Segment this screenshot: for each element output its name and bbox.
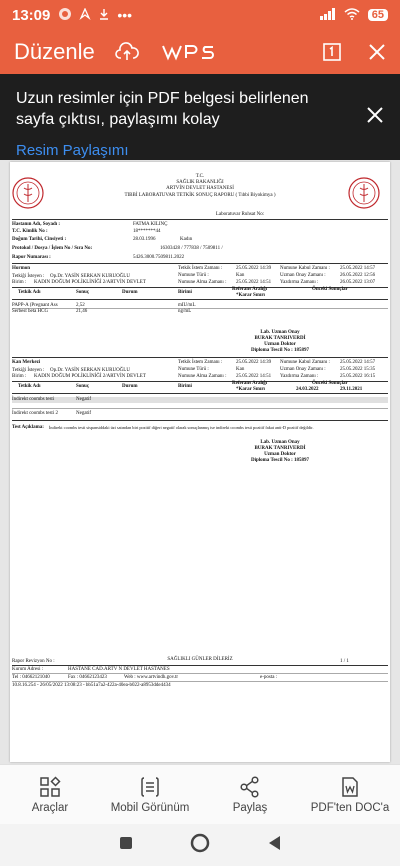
signature-role: Uzman Doktor <box>264 342 296 347</box>
test-note-label: Test Açıklama: <box>12 425 44 430</box>
section-hormon-title: Hormon <box>12 266 31 271</box>
s2-requester-label: Tetkiği İsteyen : <box>12 368 45 373</box>
protocol-label: Protokol / Dosya / İşlem No / Sıra No: <box>12 246 93 251</box>
banner-message: Uzun resimler için PDF belgesi belirlenen sayfa çıktısı, paylaşımı kolay <box>16 90 309 128</box>
mobile-view-button[interactable] <box>100 765 200 824</box>
pdf-to-doc-label: PDF'ten DOC'a <box>310 801 390 814</box>
navigation-icon <box>79 7 91 23</box>
pdf-to-doc-button[interactable] <box>300 765 400 824</box>
s1-meta-value: 25.05.2022 14:51 <box>236 280 272 285</box>
s1-meta-label: Tetkik İstem Zamanı : <box>178 266 223 271</box>
recent-apps-icon[interactable] <box>119 836 133 855</box>
share-button[interactable] <box>200 765 300 824</box>
patient-dob-label: Doğum Tarihi, Cinsiyeti : <box>12 237 67 242</box>
result-value: 2,52 <box>76 303 85 308</box>
wps-logo <box>161 43 221 61</box>
image-share-link[interactable]: Resim Paylaşımı <box>16 142 129 159</box>
s2-meta-label: Uzman Onay Zamanı : <box>280 367 326 372</box>
footer-revision: Rapor Revizyon No : <box>12 659 55 664</box>
footer-tel: Tel : 04662121040 <box>12 675 50 680</box>
footer-address-label: Kurum Adresi : <box>12 667 44 672</box>
signature-title: Lab. Uzman Onay <box>260 440 300 445</box>
s2-meta-label: Numune Türü : <box>178 367 209 372</box>
footer-page: 1 / 1 <box>340 659 349 664</box>
s2-col-ref: Referans Aralığı <box>232 381 268 386</box>
edit-button[interactable]: Düzenle <box>14 39 95 64</box>
signature-name: BURAK TANRIVERDİ <box>254 446 306 451</box>
footer-fax: Fax : 04662123423 <box>68 675 107 680</box>
s2-meta-value: 25.05.2022 14:51 <box>236 374 272 379</box>
s2-col-prev: Önceki Sonuçlar <box>312 381 348 386</box>
promo-banner <box>0 74 400 160</box>
s2-unit: KADIN DOĞUM POLİKLİNİĞİ 2/ARTVİN DEVLET <box>34 374 146 379</box>
result-value: Negatif <box>76 411 91 416</box>
back-icon[interactable] <box>267 835 281 856</box>
s2-prev-date-1: 24.03.2022 <box>296 387 319 392</box>
patient-id: 18*******44 <box>133 229 161 234</box>
s1-meta-label: Yazdırma Zamanı : <box>280 280 319 285</box>
signal-icon <box>320 7 336 23</box>
pdf-page <box>10 162 390 762</box>
s2-requester: Op.Dr. YASİN SERKAN KURUOĞLU <box>50 368 130 373</box>
pdf-to-doc-icon <box>339 776 361 798</box>
s2-meta-value: 25.05.2022 14:57 <box>340 360 376 365</box>
patient-dob: 28.03.1996 <box>133 237 156 242</box>
section-kan-merkezi-title: Kan Merkezi <box>12 360 41 365</box>
footer-hash: 10.8.16.254 - 26/05/2022 13:08:23 - bb51a7a2-422a-40ea-b022-a8953dde4434 <box>12 683 171 688</box>
table-row: İndirekt coombs testi <box>12 397 55 402</box>
footer-email: e-posta : <box>260 675 278 680</box>
s1-unit: KADIN DOĞUM POLİKLİNİĞİ 2/ARTVİN DEVLET <box>34 280 146 285</box>
s2-col-test: Tetkik Adı <box>18 384 41 389</box>
table-row: İndirekt coombs testi 2 <box>12 411 58 416</box>
result-value: 21,46 <box>76 309 88 314</box>
s2-col-ref2: *Karar Sınırı <box>236 387 265 392</box>
system-nav-bar <box>0 824 400 866</box>
protocol-value: 16303428 / 777838 / 7509811 / <box>160 246 223 251</box>
footer-slogan: SAĞLIKLI GÜNLER DİLERİZ <box>167 657 233 662</box>
document-viewer[interactable] <box>0 160 400 764</box>
s2-col-status: Durum <box>122 384 138 389</box>
s1-meta-label: Numune Türü : <box>178 273 209 278</box>
close-icon[interactable] <box>368 43 386 61</box>
s1-meta-label: Uzman Onay Zamanı : <box>280 273 326 278</box>
s2-meta-label: Yazdırma Zamanı : <box>280 374 319 379</box>
s1-col-unit: Birimi <box>178 290 192 295</box>
doc-hospital: ARTVİN DEVLET HASTANESİ <box>166 186 234 191</box>
mobile-view-icon <box>139 776 161 798</box>
bottom-toolbar <box>0 764 400 824</box>
share-label: Paylaş <box>232 801 268 814</box>
result-value: Negatif <box>76 397 91 402</box>
table-row: PAPP-A (Pregnant Ass <box>12 303 58 308</box>
signature-role: Uzman Doktor <box>264 452 296 457</box>
s2-meta-label: Tetkik İstem Zamanı : <box>178 360 223 365</box>
footer-address: HASTANE CAD.ARTV N DEVLET HASTANES <box>68 667 170 672</box>
result-unit: mIU/mL <box>178 303 196 308</box>
s1-meta-value: 25.05.2022 14:39 <box>236 266 272 271</box>
page-number-icon[interactable] <box>322 42 342 62</box>
test-note: İndirekt coombs testi sispansiddaki üzi satından birt pozitif diğeri negatif olarak sonuçlanmış ise indirekt coombs testi pozitif fakat anti-D pozitif değildir. <box>49 425 314 430</box>
doc-tc: T.C. <box>195 174 205 179</box>
s2-col-result: Sonuç <box>76 384 90 389</box>
app-notification-icon <box>58 7 72 24</box>
wifi-icon <box>344 7 360 23</box>
status-bar <box>0 0 400 30</box>
signature-name: BURAK TANRIVERDİ <box>254 336 306 341</box>
s2-col-unit: Birimi <box>178 384 192 389</box>
s1-requester-label: Tetkiği İsteyen : <box>12 274 45 279</box>
s1-meta-value: 25.05.2022 14:57 <box>340 266 376 271</box>
s2-unit-label: Birim : <box>12 374 27 379</box>
patient-name: FATMA KILINÇ <box>133 222 168 227</box>
tools-label: Araçlar <box>31 801 69 814</box>
share-icon <box>239 776 261 798</box>
doc-license: Laboratuvar Ruhsat No: <box>215 212 265 217</box>
status-time: 13:09 <box>12 6 51 24</box>
signature-diploma: Diploma Tescil No : 185897 <box>250 348 310 353</box>
tools-button[interactable] <box>0 765 100 824</box>
report-number-label: Rapor Numarası : <box>12 255 51 260</box>
s2-meta-value: 25.05.2022 15:35 <box>340 367 376 372</box>
result-unit: ng/mL <box>178 309 192 314</box>
s2-meta-value: Kan <box>236 367 245 372</box>
signature-title: Lab. Uzman Onay <box>260 330 300 335</box>
patient-name-label: Hastanın Adı, Soyadı : <box>12 222 61 227</box>
app-toolbar <box>0 30 400 74</box>
s2-meta-value: 25.05.2022 16:15 <box>340 374 376 379</box>
mobile-view-label: Mobil Görünüm <box>110 801 190 814</box>
doc-report-title: TIBBİ LABORATUVAR TETKİK SONUÇ RAPORU ( Tıbbi Biyokimya ) <box>124 193 276 198</box>
s2-prev-date-2: 29.11.2021 <box>340 387 363 392</box>
s1-meta-value: 26.05.2022 13:07 <box>340 280 376 285</box>
tools-icon <box>39 776 61 798</box>
report-number: 5426.3000.7509811.2022 <box>133 255 185 260</box>
patient-id-label: T.C. Kimlik No : <box>12 229 48 234</box>
more-notifications-icon: ••• <box>117 7 133 23</box>
s2-meta-value: 25.05.2022 14:39 <box>236 360 272 365</box>
cloud-upload-icon[interactable] <box>115 42 139 62</box>
s1-col-prev: Önceki Sonuçlar <box>312 287 348 292</box>
s1-meta-value: Kan <box>236 273 245 278</box>
s2-meta-label: Numune Kabul Zamanı : <box>280 360 330 365</box>
s1-meta-label: Numune Kabul Zamanı : <box>280 266 330 271</box>
s1-meta-value: 26.05.2022 12:56 <box>340 273 376 278</box>
patient-gender: Kadın <box>180 237 193 242</box>
home-icon[interactable] <box>190 833 210 858</box>
s1-meta-label: Numune Alma Zamanı : <box>178 280 227 285</box>
doc-ministry: SAĞLIK BAKANLIĞI <box>176 180 224 185</box>
s1-col-test: Tetkik Adı <box>18 290 41 295</box>
s1-unit-label: Birim : <box>12 280 27 285</box>
s1-col-status: Durum <box>122 290 138 295</box>
s1-col-ref: Referans Aralığı <box>232 287 268 292</box>
s1-col-result: Sonuç <box>76 290 90 295</box>
s1-col-ref2: *Karar Sınırı <box>236 293 265 298</box>
s1-requester: Op.Dr. YASİN SERKAN KURUOĞLU <box>50 274 130 279</box>
table-row: Serbest beta HCG <box>12 309 49 314</box>
battery-icon: 65 <box>368 9 388 21</box>
signature-diploma: Diploma Tescil No : 185897 <box>250 458 310 463</box>
footer-web: Web : www.artvindh.gov.tr <box>124 675 179 680</box>
s2-meta-label: Numune Alma Zamanı : <box>178 374 227 379</box>
download-icon <box>98 7 110 23</box>
banner-close-icon[interactable] <box>366 106 384 129</box>
